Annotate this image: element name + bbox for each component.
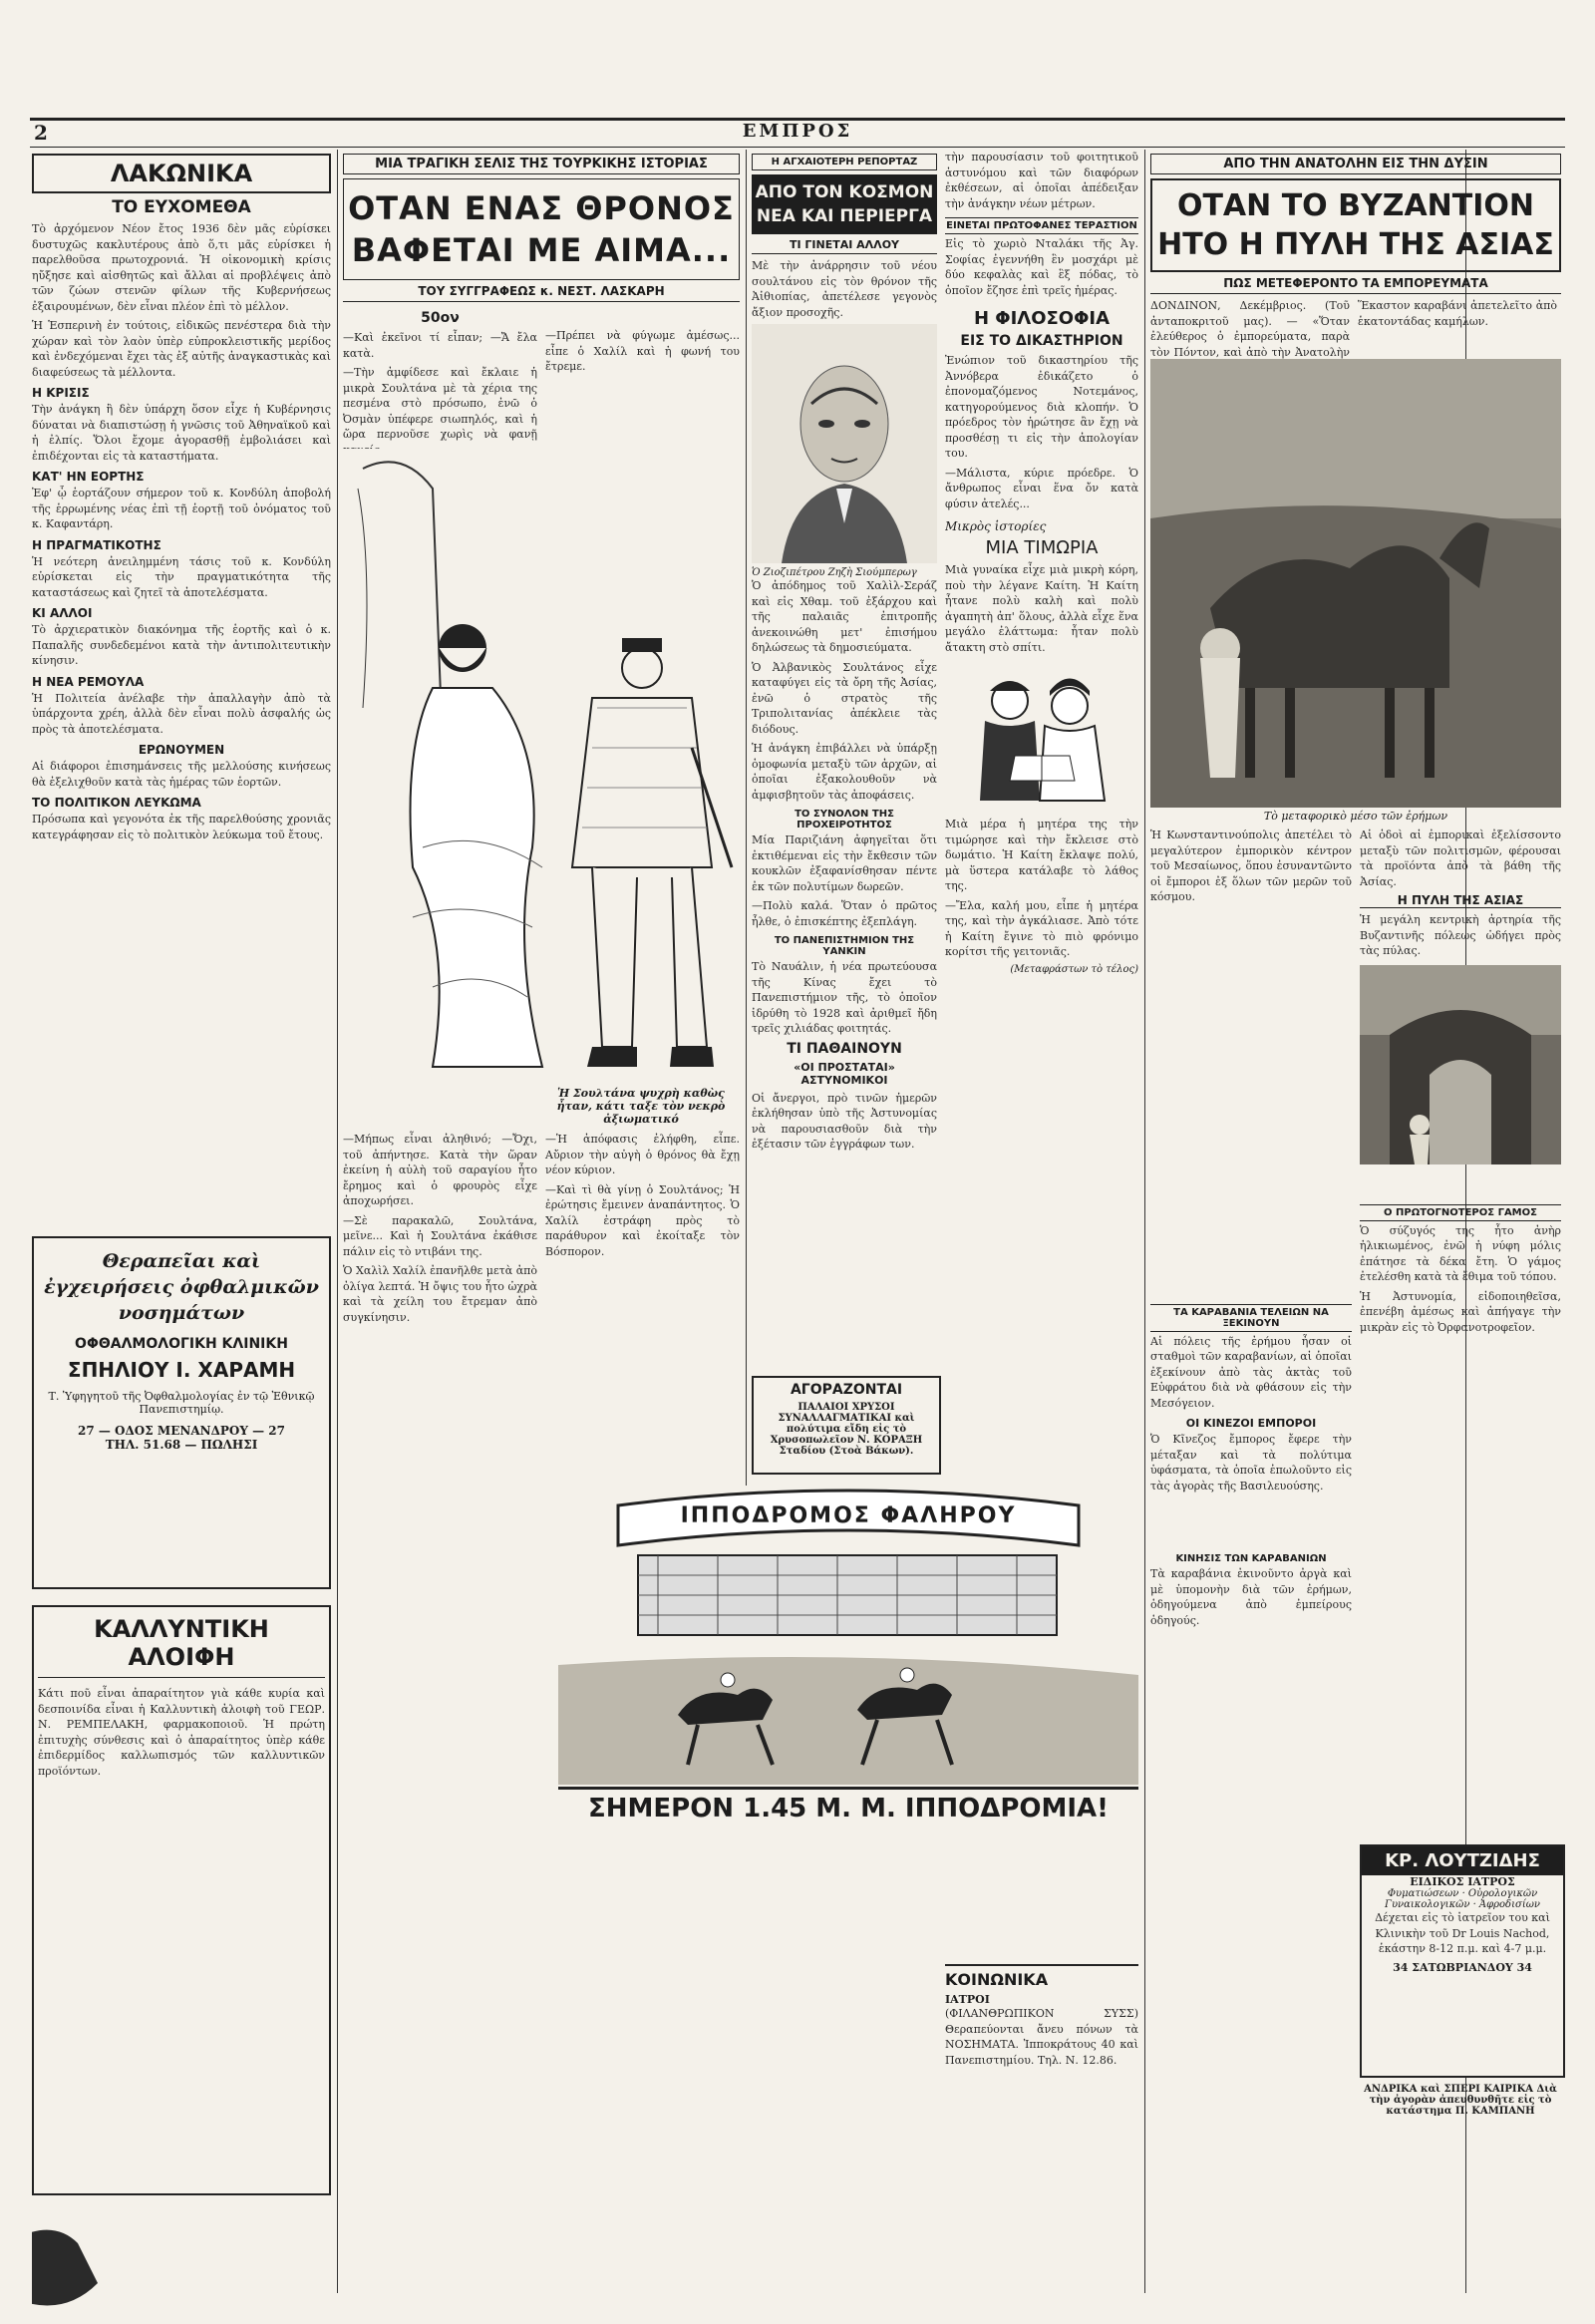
article-text: Ὁ Κῖνεζος ἔμπορος ἔφερε τὴν μέταξαν καὶ τὰ πολύτιμα ὑφάσματα, τὰ ὁποῖα ἐπωλοῦντο εἰς τὰς ἀγορὰς τῆς Βασιλευούσης. <box>1150 1433 1352 1493</box>
byzantium-subtitle: ΠΩΣ ΜΕΤΕΦΕΡΟΝΤΟ ΤΑ ΕΜΠΟΡΕΥΜΑΤΑ <box>1150 276 1561 294</box>
story-headline-box <box>343 178 740 280</box>
subheading: ΚΑΤ' ΗΝ ΕΟΡΤΗΣ <box>32 470 145 484</box>
article-text: Ἡ Ἑσπερινὴ ἐν τούτοις, εἰδικῶς πενέστερα διὰ τὴν χώραν καὶ τὸν λαὸν ὑπὲρ εὐπροκλειστικῆς μερίδος καὶ ἐνδεχόμεναι ἔχει τὰς ἐξ αὐτῆς ἀναγκαστικὰς καὶ διαφεύσεως τὰ μέλλοντα. <box>32 319 331 379</box>
article-text: Μιὰ γυναίκα εἶχε μιὰ μικρὴ κόρη, ποὺ τὴν λέγανε Καίτη. Ἡ Καίτη ἦτανε πολὺ καλὴ καὶ πολὺ ἀγαπητὴ ἀπ' ὅλους, ἀλλὰ εἶχε ἕνα μεγάλο ἐλάττωμα: ἦταν πολὺ ἄτακτη στὸ σπίτι. <box>945 563 1138 654</box>
ad-loutzidis <box>1360 1844 1565 2078</box>
ad-hippodrome <box>558 1486 1138 1829</box>
column-rule <box>337 150 338 2293</box>
article-text: Ὁ Ἀλβανικὸς Σουλτάνος εἶχε καταφύγει εἰς τὰ ὄρη τῆς Ἀσίας, ἐνῶ ὁ στρατὸς τῆς Τριπολιτανίας ἀπέκλειε τὰς διόδους. <box>752 660 937 736</box>
ad-loutzidis-name: ΚΡ. ΛΟΥΤΖΙΔΗΣ <box>1362 1846 1563 1875</box>
installment-number: 50ον <box>421 310 460 326</box>
world-title-2: ΝΕΑ ΚΑΙ ΠΕΡΙΕΡΓΑ <box>756 206 933 226</box>
ad-kampanis: ΑΝΔΡΙΚΑ καὶ ΣΠΕΡΙ ΚΑΙΡΙΚΑ Διὰ τὴν ἀγορὰν ἀπευθυνθῆτε εἰς τὸ κατάστημα Π. ΚΑΜΠΑΝΗ <box>1364 2084 1557 2117</box>
article-text: Ὁ σύζυγός της ἦτο ἀνὴρ ἡλικιωμένος, ἐνῶ ἡ νύφη μόλις ἐπάτησε τὰ δέκα ἔτη. Ὁ γάμος ἐτελέσθη κατὰ τὰ ἔθιμα τοῦ τόπου. <box>1360 1223 1561 1283</box>
world-title-1: ΑΠΟ ΤΟΝ ΚΟΣΜΟΝ <box>755 182 934 202</box>
ad-ophthalmology <box>32 1236 331 1589</box>
ad-loutzidis-address: 34 ΣΑΤΩΒΡΙΑΝΔΟΥ 34 <box>1393 1960 1532 1974</box>
subheading: ΤΟ ΠΟΛΙΤΙΚΟΝ ΛΕΥΚΩΜΑ <box>32 796 201 810</box>
asia-gate-heading: Η ΠΥΛΗ ΤΗΣ ΑΣΙΑΣ <box>1360 893 1561 908</box>
camel-caravan-photo <box>1150 359 1561 808</box>
subheading: Η ΠΡΑΓΜΑΤΙΚΟΤΗΣ <box>32 537 161 552</box>
to-be-continued: (Μεταφράστων τὸ τέλος) <box>1010 963 1138 975</box>
article-text: Οἱ ἄνεργοι, πρὸ τινῶν ἡμερῶν ἐκλήθησαν ὑπὸ τῆς Ἀστυνομίας νὰ παρουσιασθοῦν διὰ τὴν ἐξέτασιν τῶν ἐγγράφων των. <box>752 1091 937 1151</box>
ad-subtitle: Τ. Ὑφηγητοῦ τῆς Ὀφθαλμολογίας ἐν τῷ Ἐθνικῷ Πανεπιστημίῳ. <box>48 1390 315 1416</box>
subheading-large: ΤΙ ΠΑΘΑΙΝΟΥΝ <box>787 1040 902 1057</box>
article-text: Ἡ Πολιτεία ἀνέλαβε τὴν ἀπαλλαγὴν ἀπὸ τὰ ὑπάρχοντα χρέη, ἀλλὰ δὲν εἶναι πολὺ ἀσφαλής ὡς πρὸς τὰ ἀποτελέσματα. <box>32 691 331 736</box>
headline-line-2: ΒΑΦΕΤΑΙ ΜΕ ΑΙΜΑ... <box>351 231 732 269</box>
article-text: Μία Παριζιάνη ἀφηγεῖται ὅτι ἐκτιθέμεναι εἰς τὴν ἔκθεσιν τῶν κουκλῶν ἐξαφανίσθησαν πέντε ἐκ τῶν πολυτίμων δωρεῶν. <box>752 833 937 893</box>
subheading: Η ΝΕΑ ΡΕΜΟΥΛΑ <box>32 674 145 689</box>
world-subtitle: ΤΙ ΓΙΝΕΤΑΙ ΑΛΛΟΥ <box>752 238 937 254</box>
article-text: Ἡ νεότερη ἀνειλημμένη τάσις τοῦ κ. Κονδύλη εὑρίσκεται εἰς τὴν πραγματικότητα τῆς καταστάσεως καὶ ζητεῖ τὰ ἀποτελέσματα. <box>32 554 331 599</box>
subheading: ΚΙΝΗΣΙΣ ΤΩΝ ΚΑΡΑΒΑΝΙΩΝ <box>1175 1553 1327 1564</box>
article-text: Ὁ ἀπόδημος τοῦ Χαλὶλ-Σεράζ καὶ εἰς Χθαμ. τοῦ ἐξάρχου καὶ τῆς παλαιᾶς ἐπιτροπῆς ἀνεκοινώθη μετ' ἐπισήμου δηλώσεως τὰ δημοσιεύματα. <box>752 579 937 654</box>
story-continuation <box>343 1132 740 1329</box>
subheading: ΚΙ ΑΛΛΟΙ <box>32 606 93 620</box>
philosophy-heading: Η ΦΙΛΟΣΟΦΙΑ <box>973 308 1111 329</box>
ad-clinic: ΟΦΘΑΛΜΟΛΟΓΙΚΗ ΚΛΙΝΙΚΗ <box>75 1336 288 1352</box>
story-text: —Πρέπει νὰ φύγωμε ἀμέσως... εἶπε ὁ Χαλίλ καὶ ἡ φωνή του ἔτρεμε. <box>545 329 740 373</box>
story-text: —Τὴν ἀμφίδεσε καὶ ἔκλαιε ἡ μικρὰ Σουλτάνα μὲ τὰ χέρια της πεσμένα στὸ πρόσωπο, ἐνῶ ὁ Ὀσμὰν ὑπέφερε σιωπηλός, καὶ ἡ ὥρα περνοῦσε χωρὶς νὰ φανῇ <box>343 366 537 441</box>
subheading: Ο ΠΡΩΤΟΓΝΟΤΕΡΟΣ ΓΑΜΟΣ <box>1360 1204 1561 1221</box>
camel-photo-caption: Τὸ μεταφορικὸ μέσο τῶν ἐρήμων <box>1263 810 1448 823</box>
subheading: ΤΟ ΠΑΝΕΠΙΣΤΗΜΙΟΝ ΤΗΣ ΥΑΝΚΙΝ <box>774 935 915 957</box>
byline: ΤΟΥ ΣΥΓΓΡΑΦΕΩΣ κ. ΝΕΣΤ. ΛΑΣΚΑΡΗ <box>343 284 740 302</box>
stories-label: Μικρὸς ἱστορίες <box>945 519 1047 533</box>
ad-social-title: ΚΟΙΝΩΝΙΚΑ <box>945 1970 1049 1989</box>
story-text: —Καὶ ἐκεῖνοι τί εἶπαν; —Ἄ ἔλα κατὰ. <box>343 331 537 360</box>
article-text: ΔΟΝΔΙΝΟΝ, Δεκέμβριος. (Τοῦ ἀνταποκριτοῦ μας). — «Ὅταν ἐλεύθερος ὁ ἐμπορεύματα, παρὰ τὸν Πόντον, καὶ ἀπὸ τὴν Ἀνατολὴν <box>1150 299 1350 359</box>
ad-phone: ΤΗΛ. 51.68 — ΠΩΛΗΣΙ <box>105 1438 258 1452</box>
article-text: Αἱ πόλεις τῆς ἐρήμου ἦσαν οἱ σταθμοὶ τῶν καραβανίων, αἱ ὁποῖαι ἐξεκίνουν ἀπὸ τὰς ἀκτὰς τοῦ Εὐφράτου διὰ νὰ φθάσουν εἰς τὴν Μεσόγειον. <box>1150 1334 1352 1410</box>
subheading: ΤΟ ΣΥΝΟΛΟΝ ΤΗΣ ΠΡΟΧΕΙΡΟΤΗΤΟΣ <box>795 809 894 830</box>
story-text: —Μήπως εἶναι ἀληθινό; —Ὄχι, τοῦ ἀπήντησε. Κατὰ τὴν ὥραν ἐκείνη ἡ αὐλὴ τοῦ σαραγίου ἦτο ἔρημος καὶ ὁ φρουρὸς εἶχε ἀποχωρήσει. <box>343 1133 537 1207</box>
story-kicker: ΜΙΑ ΤΡΑΓΙΚΗ ΣΕΛΙΣ ΤΗΣ ΤΟΥΡΚΙΚΗΣ ΙΣΤΟΡΙΑΣ <box>343 154 740 174</box>
newspaper-name: ΕΜΠΡΟΣ <box>742 121 853 142</box>
column-ottoman-story <box>343 150 740 2323</box>
page-number: 2 <box>34 121 48 145</box>
ad-cosmetic <box>32 1605 331 2195</box>
subheading: «ΟΙ ΠΡΟΣΤΑΤΑΙ» ΑΣΤΥΝΟΜΙΚΟΙ <box>794 1060 895 1087</box>
children-reading-illustration <box>945 661 1138 811</box>
article-text: Αἱ διάφοροι ἐπισημάνσεις τῆς μελλούσης κινήσεως θὰ ἐξελιχθοῦν κατὰ τὰς ἡμέρας τῶν ἑορτῶν. <box>32 760 331 789</box>
story-illustration <box>343 449 740 1087</box>
story-text: —Σὲ παρακαλῶ, Σουλτάνα, μεῖνε... Καὶ ἡ Σουλτάνα ἐκάθισε πάλιν εἰς τὸ ντιβάνι της. <box>343 1213 537 1258</box>
article-text: Ἡ μεγάλη κεντρικὴ ἀρτηρία τῆς Βυζαντινῆς πόλεως ὡδήγει πρὸς τὰς πύλας. <box>1360 913 1561 957</box>
camel-photo-image <box>1150 359 1561 808</box>
byzantium-headline-box <box>1150 178 1561 272</box>
article-text: Ἐφ' ᾧ ἑορτάζουν σήμερον τοῦ κ. Κονδύλη ἀποβολή τῆς ἑρρωμένης νέας ἐπὶ τῇ ἑορτῇ τοῦ ὀνόματος τοῦ κ. Καφαντάρη. <box>32 487 331 530</box>
byzantium-kicker: ΑΠΟ ΤΗΝ ΑΝΑΤΟΛΗΝ ΕΙΣ ΤΗΝ ΔΥΣΙΝ <box>1150 154 1561 174</box>
column-byzantium-body <box>1150 828 1352 2144</box>
article-text: Τὴν ἀνάγκη ἢ δὲν ὑπάρχη ὅσον εἶχε ἡ Κυβέρνησις δύναται νὰ διαπιστώσῃ ἡ γνῶσις τοῦ Ἀθηναϊκοῦ καὶ ἡ ἐλπίς. Ὅλοι ἔχομε ἀγορασθῇ ἐμβολιάσει καὶ ἐπιδέχονται εἰς τὰ καταστήματα. <box>32 403 331 463</box>
page-edge-damage <box>32 2223 118 2313</box>
ad-gold-text: ΠΑΛΑΙΟΙ ΧΡΥΣΟΙ ΣΥΝΑΛΛΑΓΜΑΤΙΚΑΙ καὶ πολύτιμα εἴδη εἰς τὸ Χρυσοπωλεῖον Ν. ΚΟΡΑΞΗ Σταδίου (Στοὰ Βάκων). <box>770 1402 923 1457</box>
subheading: ΕΙΝΕΤΑΙ ΠΡΩΤΟΦΑΝΕΣ ΤΕΡΑΣΤΙΟΝ <box>945 217 1138 234</box>
byzantium-title-1: ΟΤΑΝ ΤΟ ΒΥΖΑΝΤΙΟΝ <box>1176 188 1535 223</box>
story-text: —Ἡ ἀπόφασις ἐλήφθη, εἶπε. Αὔριον τὴν αὐγὴ ὁ θρόνος θὰ ἔχῃ νέον κύριον. <box>545 1133 740 1176</box>
philosophy-subheading: ΕΙΣ ΤΟ ΔΙΚΑΣΤΗΡΙΟΝ <box>960 333 1123 349</box>
portrait-image <box>752 324 937 563</box>
article-text: Τὸ ἀρχιερατικὸν διακόνημα τῆς ἑορτῆς καὶ ὁ κ. Παπαλῆς συνδεδεμένοι κατὰ τὴν ἀντιπολιτευτικὴν κίνησιν. <box>32 623 331 667</box>
ad-address: 27 — ΟΔΟΣ ΜΕΝΑΝΔΡΟΥ — 27 <box>77 1424 286 1438</box>
article-text: —Ἔλα, καλή μου, εἶπε ἡ μητέρα της, καὶ τὴν ἀγκάλιασε. Ἀπὸ τότε ἡ Καίτη ἔγινε τὸ πιὸ φρόνιμο κορίτσι τῆς γειτονιᾶς. <box>945 898 1138 958</box>
article-text: Εἰς τὸ χωριὸ Νταλάκι τῆς Ἀγ. Σοφίας ἐγεννήθη ἓν μοσχάρι μὲ δύο κεφαλὰς καὶ ἓξ πόδας, τὸ ὁποῖον ἔζησε ἐπὶ τρεῖς ἡμέρας. <box>945 237 1138 297</box>
ad-loutzidis-l1: ΕΙΔΙΚΟΣ ΙΑΤΡΟΣ <box>1410 1875 1515 1888</box>
ad-gold-buyer <box>752 1376 941 1475</box>
article-text: Μὲ τὴν ἀνάρρησιν τοῦ νέου σουλτάνου εἰς τὸν θρόνον τῆς Ἀἰθιοπίας, ἀπετέλεσε γεγονὸς ἄξιον προσοχῆς. <box>752 259 937 319</box>
story-text: Ὁ Χαλὶλ Χαλίλ ἐπανῆλθε μετὰ ἀπὸ ὀλίγα λεπτά. Ἡ ὄψις του ἦτο ὠχρὰ καὶ τὰ χείλη του ἔτρεμαν ἀπὸ συγκίνησιν. <box>343 1264 537 1324</box>
subheading: ΕΡΩΝΟΥΜΕΝ <box>138 743 225 757</box>
hippodrome-illustration <box>558 1486 1138 1785</box>
article-text: Ἡ ἀνάγκη ἐπιβάλλει νὰ ὑπάρξῃ ὁμοφωνία μεταξὺ τῶν ἀρχῶν, αἱ ὁποῖαι ἐξακολουθοῦν νὰ ἀμφισβητοῦν τὰς ἀποφάσεις. <box>752 742 937 802</box>
hippodrome-date: ΣΗΜΕΡΟΝ 1.45 Μ. Μ. ΙΠΠΟΔΡΟΜΙΑ! <box>558 1787 1138 1824</box>
subheading: Η ΚΡΙΣΙΣ <box>32 386 90 400</box>
article-text: Πρόσωπα καὶ γεγονότα ἐκ τῆς παρελθούσης χρονιᾶς κατεγράφησαν εἰς τὸ πολιτικὸν λεύκωμα τοῦ ἔτους. <box>32 813 331 841</box>
column-rule <box>746 150 747 1615</box>
ad-social-sub: ΙΑΤΡΟΙ <box>945 1993 990 2006</box>
world-headline-box <box>752 174 937 234</box>
headline-line-1: ΟΤΑΝ ΕΝΑΣ ΘΡΟΝΟΣ <box>348 189 735 227</box>
article-text: Τὰ καραβάνια ἐκινοῦντο ἀργὰ καὶ μὲ ὑπομονὴν διὰ τῶν ἐρήμων, ὁδηγούμενα ἀπὸ ἐμπείρους ὁδηγούς. <box>1150 1567 1352 1627</box>
masthead <box>30 118 1565 148</box>
article-text: Ἡ Ἀστυνομία, εἰδοποιηθεῖσα, ἐπενέβη ἀμέσως καὶ ἀπήγαγε τὴν μικρὰν εἰς τὸ Ὀρφανοτροφεῖον. <box>1360 1289 1561 1334</box>
subheading: ΤΑ ΚΑΡΑΒΑΝΙΑ ΤΕΛΕΙΩΝ ΝΑ ΞΕΚΙΝΟΥΝ <box>1150 1304 1352 1332</box>
article-text: —Μάλιστα, κύριε πρόεδρε. Ὁ ἄνθρωπος εἶναι ἕνα ὄν κατὰ φύσιν ἀτελές... <box>945 466 1138 510</box>
article-text: —Πολὺ καλά. Ὅταν ὁ πρῶτος ἦλθε, ὁ ἐπισκέπτης ἐξεπλάγη. <box>752 899 937 928</box>
story-title: ΜΙΑ ΤΙΜΩΡΙΑ <box>985 537 1099 558</box>
story-text: —Καὶ τὶ θὰ γίνῃ ὁ Σουλτάνος; Ἡ ἐρώτησις ἔμεινεν ἀναπάντητος. Ὁ Χαλίλ ἐστράφη πρὸς τὸ παράθυρον καὶ ἐκοίταξε τὸν Βόσπορον. <box>545 1182 740 1258</box>
gate-photo <box>1360 965 1561 1164</box>
ad-cosmetic-text: Κάτι ποῦ εἶναι ἀπαραίτητον γιὰ κάθε κυρία καὶ δεσποινίδα εἶναι ἡ Καλλυντικὴ ἀλοιφὴ τοῦ ΓΕΩΡ. Ν. ΡΕΜΠΕΛΑΚΗ, φαρμακοποιοῦ. Ἡ πρώτη ἐπιτυχὴς σύνθεσις καὶ ὁ ἀπαραίτητος ὑπὲρ κάθε ἐπιδερμίδος καλλωπισμός τῶν καλλυντικῶν προϊόντων. <box>38 1687 325 1778</box>
column-rule <box>1144 150 1145 2293</box>
article-text: Μιὰ μέρα ἡ μητέρα της τὴν τιμώρησε καὶ τὴν ἔκλεισε στὸ δωμάτιο. Ἡ Καίτη ἔκλαψε πολύ, μὰ ὕστερα κατάλαβε τὸ λάθος της. <box>945 818 1138 892</box>
article-text: Τὸ Ναυάλιν, ἡ νέα πρωτεύουσα τῆς Κίνας ἔχει τὸ Πανεπιστήμιον τῆς, τὸ ὁποῖον ἰδρύθη τὸ 1928 καὶ ἀριθμεῖ ἤδη τρεῖς χιλιάδας φοιτητάς. <box>752 960 937 1035</box>
article-text: Ἐνώπιον τοῦ δικαστηρίου τῆς Ἀννόβερα ἐδικάζετο ὁ ἐπονομαζόμενος Νοτεμάνος, κατηγορούμενος διὰ κλοπήν. Ὁ πρόεδρος τὸν ἠρώτησε ἂν ἔχῃ νὰ προσθέσῃ τι εἰς τὴν ἀπολογίαν του. <box>945 354 1138 460</box>
ad-headline: Θεραπεῖαι καὶ ἐγχειρήσεις ὀφθαλμικῶν νοσημάτων <box>44 1250 319 1324</box>
article-text: Αἱ ὁδοὶ αἱ ἐμπορικαὶ ἐξελίσσοντο μεταξὺ τῶν πολιτισμῶν, φέρουσαι τὰ προϊόντα ἀπὸ τὰ βάθη τῆς Ἀσίας. <box>1360 829 1561 888</box>
ad-social-text: (ΦΙΛΑΝΘΡΩΠΙΚΟΝ ΣΥΣΣ) Θεραπεύονται ἄνευ πόνων τὰ ΝΟΣΗΜΑΤΑ. Ἱπποκράτους 40 καὶ Πανεπιστημίου. Τηλ. Ν. 12.86. <box>945 2007 1138 2067</box>
article-text: Τὸ ἀρχόμενον Νέον ἔτος 1936 δὲν μᾶς εὑρίσκει δυστυχῶς κακλυτέρους ἀπὸ ὅ,τι μᾶς εὑρίσκει ἡ παρελθοῦσα πρωτοχρονιά. Ἡ οἰκονομικὴ κρίσις ηὔξησε καὶ αἰσθητῶς καὶ ἄλλαι αἱ προβλέψεις ἀπὸ τῶν ζώων στενῶν φίλων τῆς Κυβερνήσεως ἐξαιρουμένων, δὲν εἶναι πλέον ἐπὶ τὸ μέλλον. <box>32 222 331 313</box>
ad-cosmetic-title: ΚΑΛΛΥΝΤΙΚΗ ΑΛΟΙΦΗ <box>38 1615 325 1678</box>
article-text: Ἡ Κωνσταντινούπολις ἀπετέλει τὸ μεγαλύτερον ἐμπορικὸν κέντρον τοῦ Μεσαίωνος, ὅπου ἐσυναντῶντο οἱ ἔμποροι ἐξ ὅλων τῶν μερῶν τοῦ κόσμου. <box>1150 829 1352 903</box>
article-text: Ἕκαστον καραβάνι ἀπετελεῖτο ἀπὸ ἑκατοντάδας καμήλων. <box>1358 299 1557 328</box>
section-title-lakonika: ΛΑΚΩΝΙΚΑ <box>32 154 331 193</box>
hippodrome-title: ΙΠΠΟΔΡΟΜΟΣ ΦΑΛΗΡΟΥ <box>680 1503 1017 1528</box>
gate-photo-image <box>1360 965 1561 1164</box>
ad-gold-title: ΑΓΟΡΑΖΟΝΤΑΙ <box>790 1382 903 1398</box>
subheading: ΟΙ ΚΙΝΕΖΟΙ ΕΜΠΟΡΟΙ <box>1185 1417 1317 1430</box>
portrait-caption: Ὁ Ζιοζιπέτρου Ζηζὴ Σιούμπερωγ <box>752 567 917 578</box>
ad-doctor-name: ΣΠΗΛΙΟΥ Ι. ΧΑΡΑΜΗ <box>67 1358 296 1382</box>
ad-social-doctors <box>945 1964 1138 2146</box>
illustration-caption: Ἡ Σουλτάνα ψυχρὴ καθὼς ἦταν, κάτι ταξε τὸν νεκρὸ ἀξιωματικό <box>556 1087 726 1126</box>
world-kicker: Η ΑΓΧΑΙΟΤΕΡΗ ΡΕΠΟΡΤΑΖ <box>752 154 937 170</box>
ad-loutzidis-l3: Γυναικολογικῶν · Ἀφροδισίων <box>1385 1899 1540 1910</box>
ad-loutzidis-l2: Φυματιώσεων · Οὐρολογικῶν <box>1387 1888 1538 1899</box>
column-lakonika <box>32 150 331 2313</box>
portrait-photo <box>752 324 937 563</box>
byzantium-title-2: ΗΤΟ Η ΠΥΛΗ ΤΗΣ ΑΣΙΑΣ <box>1157 227 1554 262</box>
article-text: τὴν παρουσίασιν τοῦ φοιτητικοῦ ἀστυνόμου καὶ τῶν διαφόρων ἐκθέσεων, αἱ ὁποῖαι ἀπέδειξαν τὴν ἀνάγκην νέων μέτρων. <box>945 151 1138 210</box>
ad-loutzidis-text: Δέχεται εἰς τὸ ἰατρεῖον του καὶ Κλινικὴν τοῦ Dr Louis Nachod, ἑκάστην 8-12 π.μ. καὶ 4-7 μ.μ. <box>1375 1911 1550 1955</box>
heading-euxomethas: ΤΟ ΕΥΧΟΜΕΘΑ <box>112 197 251 217</box>
